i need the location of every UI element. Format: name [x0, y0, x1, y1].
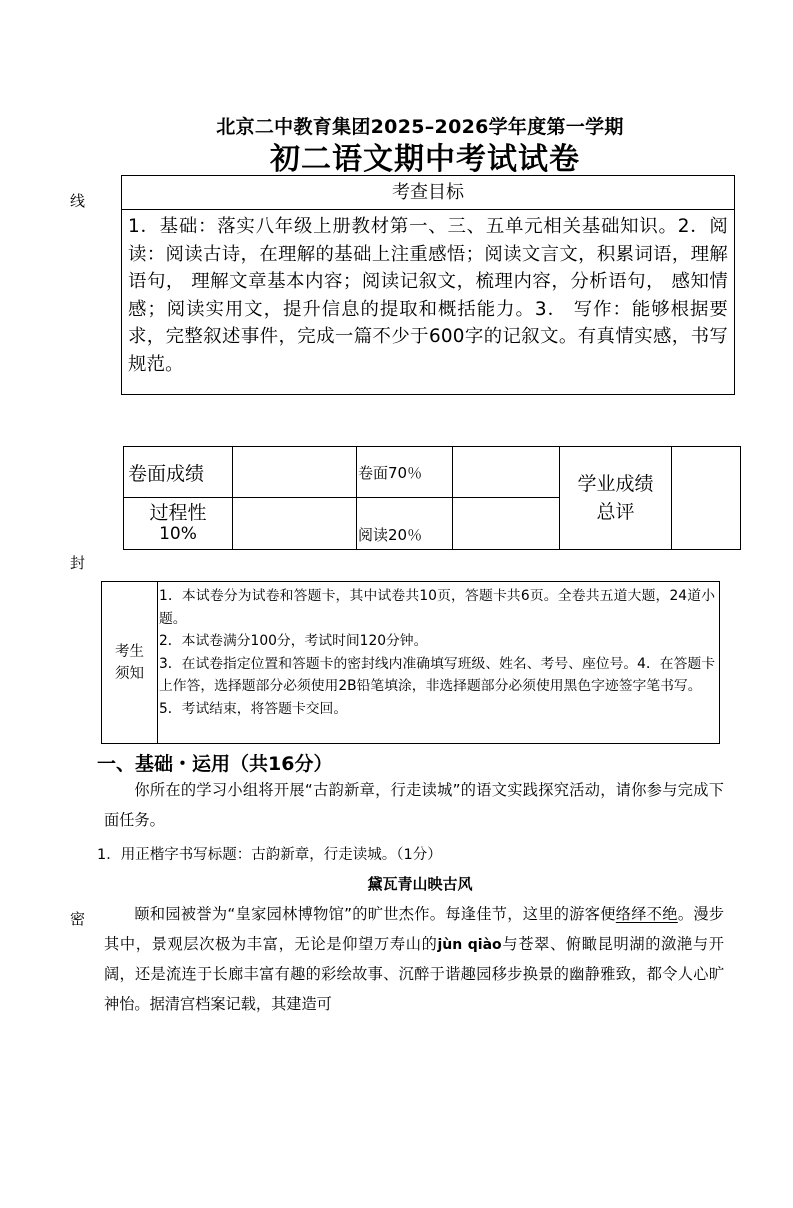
- objectives-box: [121, 175, 735, 395]
- score-label-paper: 卷面成绩: [124, 447, 233, 498]
- passage-text-c: 与苍翠、俯瞰昆明湖的潋滟与开阔，还是流连于长廊丰富有趣的彩绘故事、沉醉于谐趣园移步换景的幽静雅致，都令人心旷神怡。据清宫档案记载，其建造可: [104, 934, 724, 1013]
- score-cell-process-value[interactable]: [233, 498, 357, 550]
- score-cell-paper-weighted[interactable]: [453, 447, 560, 498]
- question-1: 1．用正楷字书写标题：古韵新章，行走读城。（1分）: [97, 847, 442, 863]
- objectives-heading: 考查目标: [122, 176, 734, 210]
- score-label-total: [560, 447, 672, 550]
- section-title: 一、基础・运用（共16分）: [97, 753, 333, 775]
- score-label-reading-weight: 阅读20％: [357, 498, 453, 550]
- notice-item: 5．考试结束，将答题卡交回。: [159, 700, 348, 717]
- notice-item: 2．本试卷满分100分，考试时间120分钟。: [159, 633, 428, 650]
- score-label-process-b: 10%: [159, 523, 197, 544]
- score-label-total-b: 总评: [596, 501, 635, 523]
- passage-paragraph: [104, 900, 724, 1019]
- margin-mark-mi: 密: [70, 910, 86, 928]
- notice-item: 3．在试卷指定位置和答题卡的密封线内准确填写班级、姓名、考号、座位号。4．在答题卡上作答，选择题部分必须使用2B铅笔填涂，非选择题部分必须使用黑色字迹签字笔书写。: [159, 655, 715, 695]
- score-label-process-a: 过程性: [149, 501, 207, 524]
- notice-label: [102, 582, 158, 743]
- score-label-process: [124, 498, 233, 550]
- score-cell-paper-value[interactable]: [233, 447, 357, 498]
- underlined-word: 络绎不绝: [615, 905, 678, 923]
- notice-label-a: 考生: [115, 643, 144, 660]
- passage-title: 黛瓦青山映古风: [367, 875, 473, 893]
- section-intro: 你所在的学习小组将开展“古韵新章，行走读城”的语文实践探究活动，请你参与完成下面任务。: [104, 781, 724, 829]
- score-cell-reading-weighted[interactable]: [453, 498, 560, 550]
- margin-mark-xian: 线: [70, 192, 86, 210]
- notice-items: [159, 585, 715, 721]
- score-label-paper-weight: 卷面70％: [357, 447, 453, 498]
- passage-text-a: 颐和园被誉为“皇家园林博物馆”的旷世杰作。每逢佳节，这里的游客便: [134, 905, 616, 923]
- passage-text-b: 。漫步其中，景观层次极为丰富，无论是仰望万寿山的: [104, 905, 725, 953]
- exam-header-line1: 北京二中教育集团2025–2026学年度第一学期: [216, 116, 624, 138]
- margin-mark-feng: 封: [70, 554, 86, 572]
- score-table: [123, 446, 741, 550]
- exam-title: 初二语文期中考试试卷: [270, 142, 580, 177]
- notice-item: 1．本试卷分为试卷和答题卡，其中试卷共10页，答题卡共6页。全卷共五道大题，24道小题。: [159, 588, 715, 627]
- score-label-total-a: 学业成绩: [577, 473, 654, 495]
- objectives-text: 1．基础：落实八年级上册教材第一、三、五单元相关基础知识。2．阅读：阅读古诗，在理解的基础上注重感悟；阅读文言文，积累词语，理解语句， 理解文章基本内容；阅读记叙文，梳理内容，分析语句， 感知情感；阅读实用文，提升信息的提取和概括能力。3． 写作：能够根据要求，完整叙述事件，完成一篇不少于600字的记叙文。有真情实感，书写规范。: [128, 216, 728, 375]
- pinyin-blank: jùn qiào: [437, 936, 502, 953]
- score-cell-total[interactable]: [672, 447, 741, 550]
- exam-notice-box: [101, 581, 720, 744]
- notice-label-b: 须知: [115, 665, 144, 682]
